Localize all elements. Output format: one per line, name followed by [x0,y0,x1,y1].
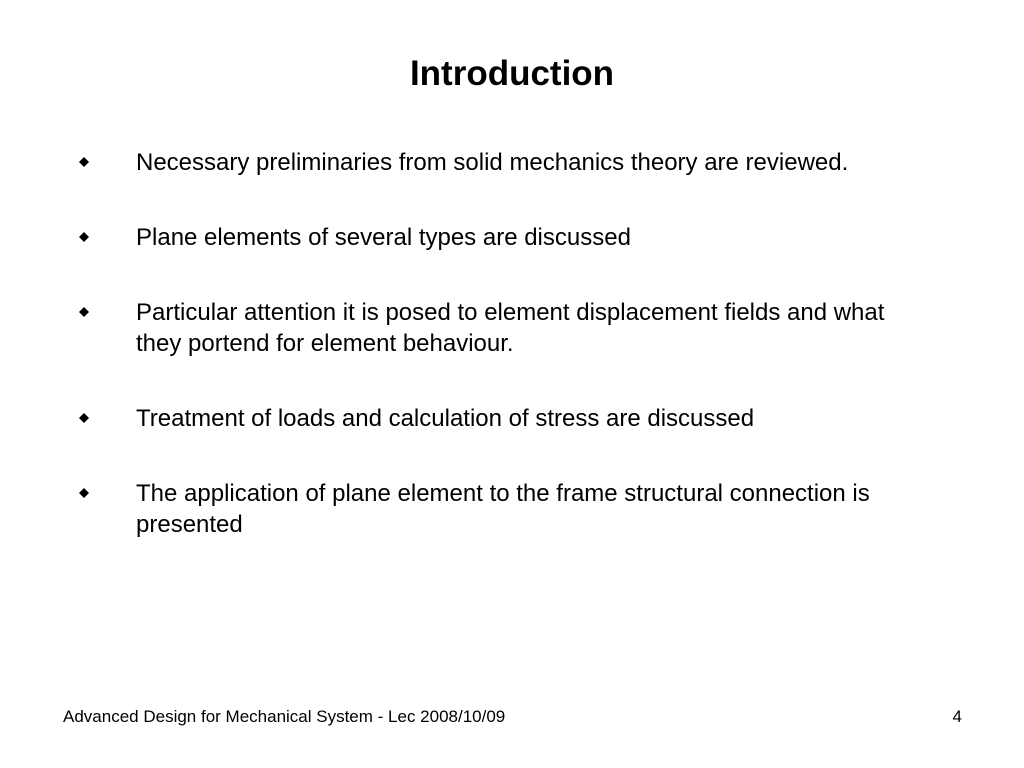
bullet-text: Plane elements of several types are discussed [136,224,631,251]
bullet-item [0,403,1024,434]
page-number: 4 [952,707,962,726]
bullet-text: Particular attention it is posed to element displacement fields and what they portend for element behaviour. [136,299,885,357]
bullet-text: The application of plane element to the frame structural connection is presented [136,480,870,538]
bullet-item [0,478,1024,540]
diamond-bullet-icon [79,307,89,317]
diamond-bullet-icon [79,232,89,242]
bullet-text: Treatment of loads and calculation of stress are discussed [136,405,755,432]
bullet-item [0,297,1024,359]
footer-course-label: Advanced Design for Mechanical System - Lec 2008/10/09 [63,707,506,726]
bullet-item [0,147,1024,178]
diamond-bullet-icon [79,413,89,423]
diamond-bullet-icon [79,157,89,167]
diamond-bullet-icon [79,488,89,498]
bullet-item [0,222,1024,253]
slide-title: Introduction [409,54,615,93]
bullet-text: Necessary preliminaries from solid mechanics theory are reviewed. [136,149,849,176]
bullet-list [0,147,1024,584]
